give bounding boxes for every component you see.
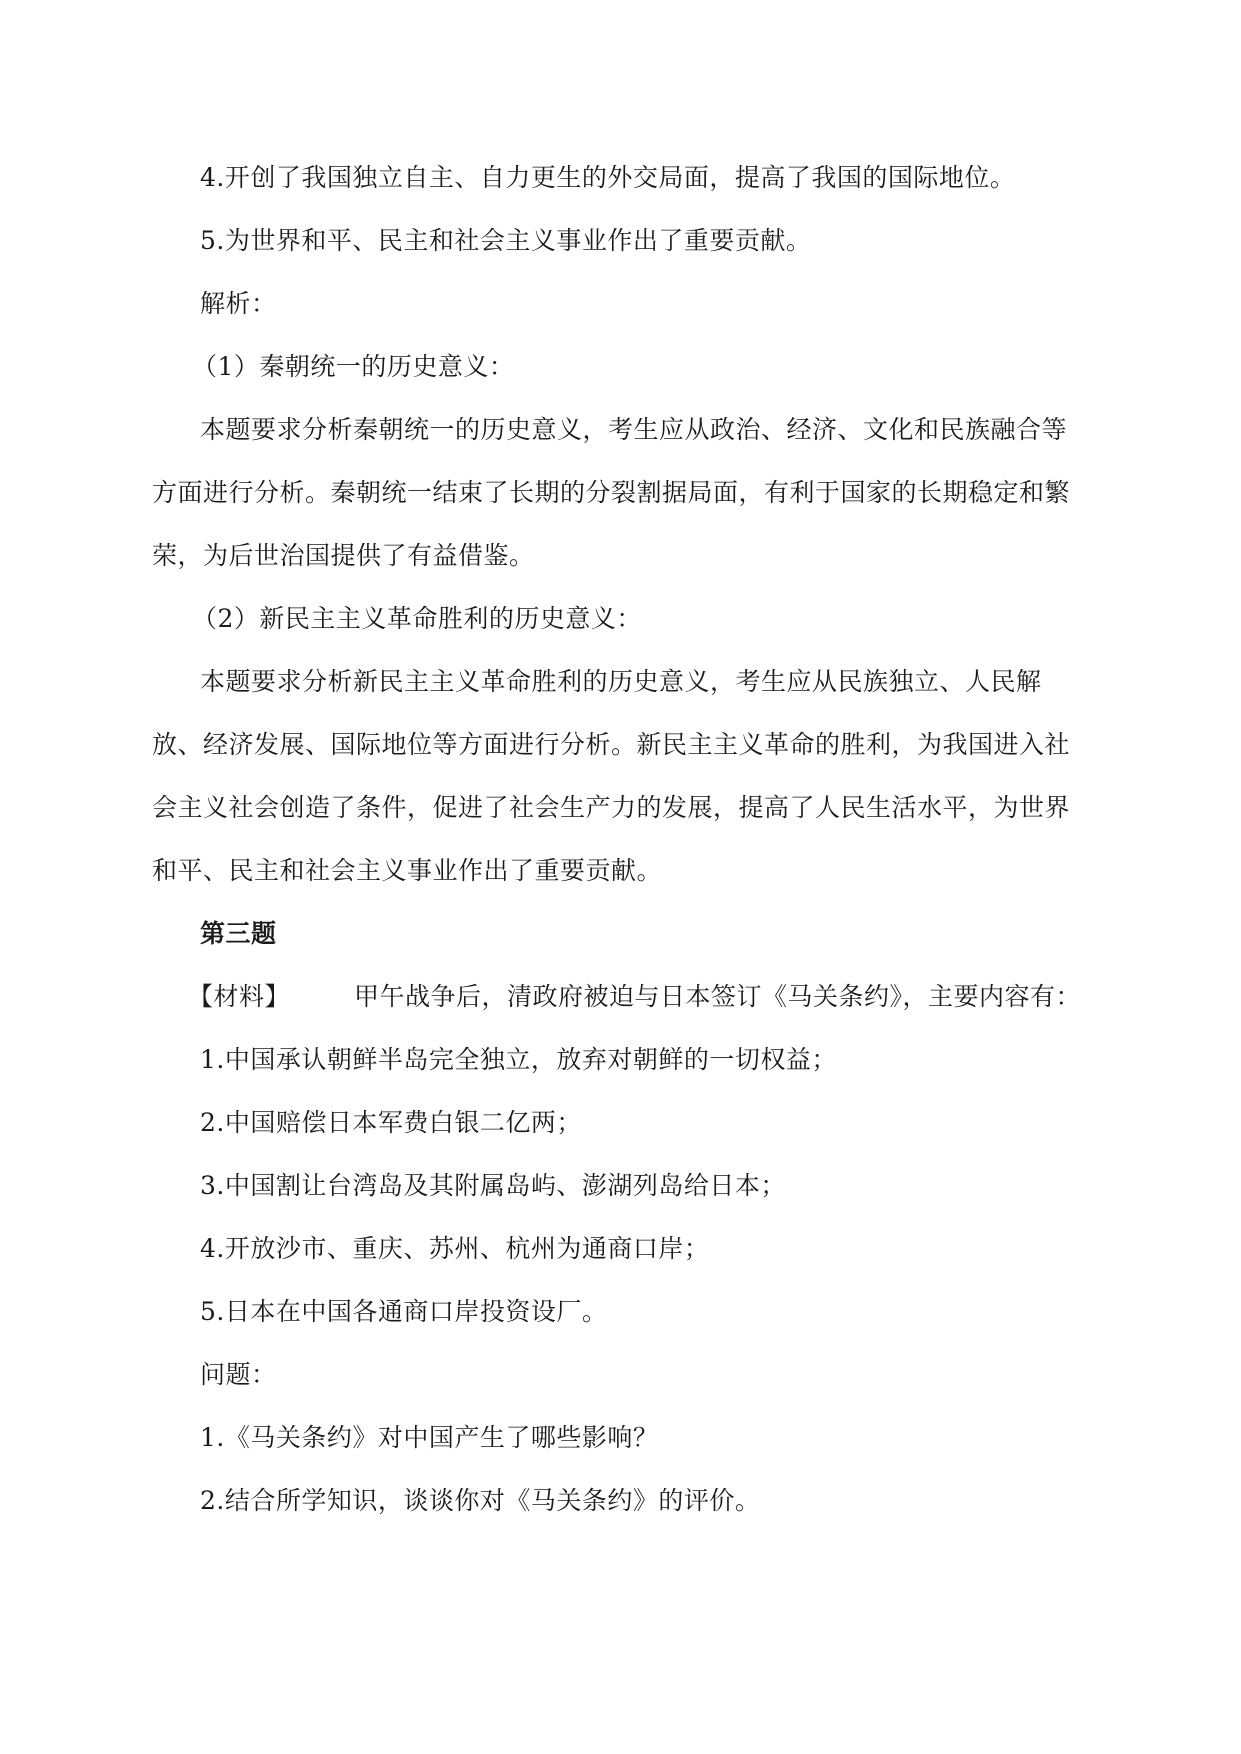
analysis-body: 本题要求分析新民主主义革命胜利的历史意义，考生应从民族独立、人民解放、经济发展、国际地位等方面进行分析。新民主主义革命的胜利，为我国进入社会主义社会创造了条件，促进了社会生产力的发展，提高了人民生活水平，为世界和平、民主和社会主义事业作出了重要贡献。: [152, 667, 1071, 885]
material-label: 【材料】: [188, 982, 291, 1011]
material-item: 5.日本在中国各通商口岸投资设厂。: [200, 1297, 608, 1326]
question-item: 2.结合所学知识，谈谈你对《马关条约》的评价。: [200, 1486, 761, 1515]
material-intro: 甲午战争后，清政府被迫与日本签订《马关条约》，主要内容有：: [354, 982, 1082, 1011]
material-line: [152, 965, 1092, 1028]
document-content: [152, 146, 1092, 1532]
material-item: 3.中国割让台湾岛及其附属岛屿、澎湖列岛给日本；: [200, 1171, 786, 1200]
analysis-heading: （1）秦朝统一的历史意义：: [192, 352, 515, 381]
answer-item: 5.为世界和平、民主和社会主义事业作出了重要贡献。: [200, 226, 812, 255]
analysis-label: 解析：: [200, 289, 277, 318]
analysis-heading: （2）新民主主义革命胜利的历史意义：: [192, 604, 642, 633]
material-item: 2.中国赔偿日本军费白银二亿两；: [200, 1108, 582, 1137]
material-item: 1.中国承认朝鲜半岛完全独立，放弃对朝鲜的一切权益；: [200, 1045, 837, 1074]
analysis-body: 本题要求分析秦朝统一的历史意义，考生应从政治、经济、文化和民族融合等方面进行分析。秦朝统一结束了长期的分裂割据局面，有利于国家的长期稳定和繁荣，为后世治国提供了有益借鉴。: [152, 415, 1071, 570]
question-title: 第三题: [200, 919, 277, 948]
material-item: 4.开放沙市、重庆、苏州、杭州为通商口岸；: [200, 1234, 710, 1263]
question-item: 1.《马关条约》对中国产生了哪些影响？: [200, 1423, 659, 1452]
answer-item: 4.开创了我国独立自主、自力更生的外交局面，提高了我国的国际地位。: [200, 163, 1016, 192]
questions-label: 问题：: [200, 1360, 277, 1389]
